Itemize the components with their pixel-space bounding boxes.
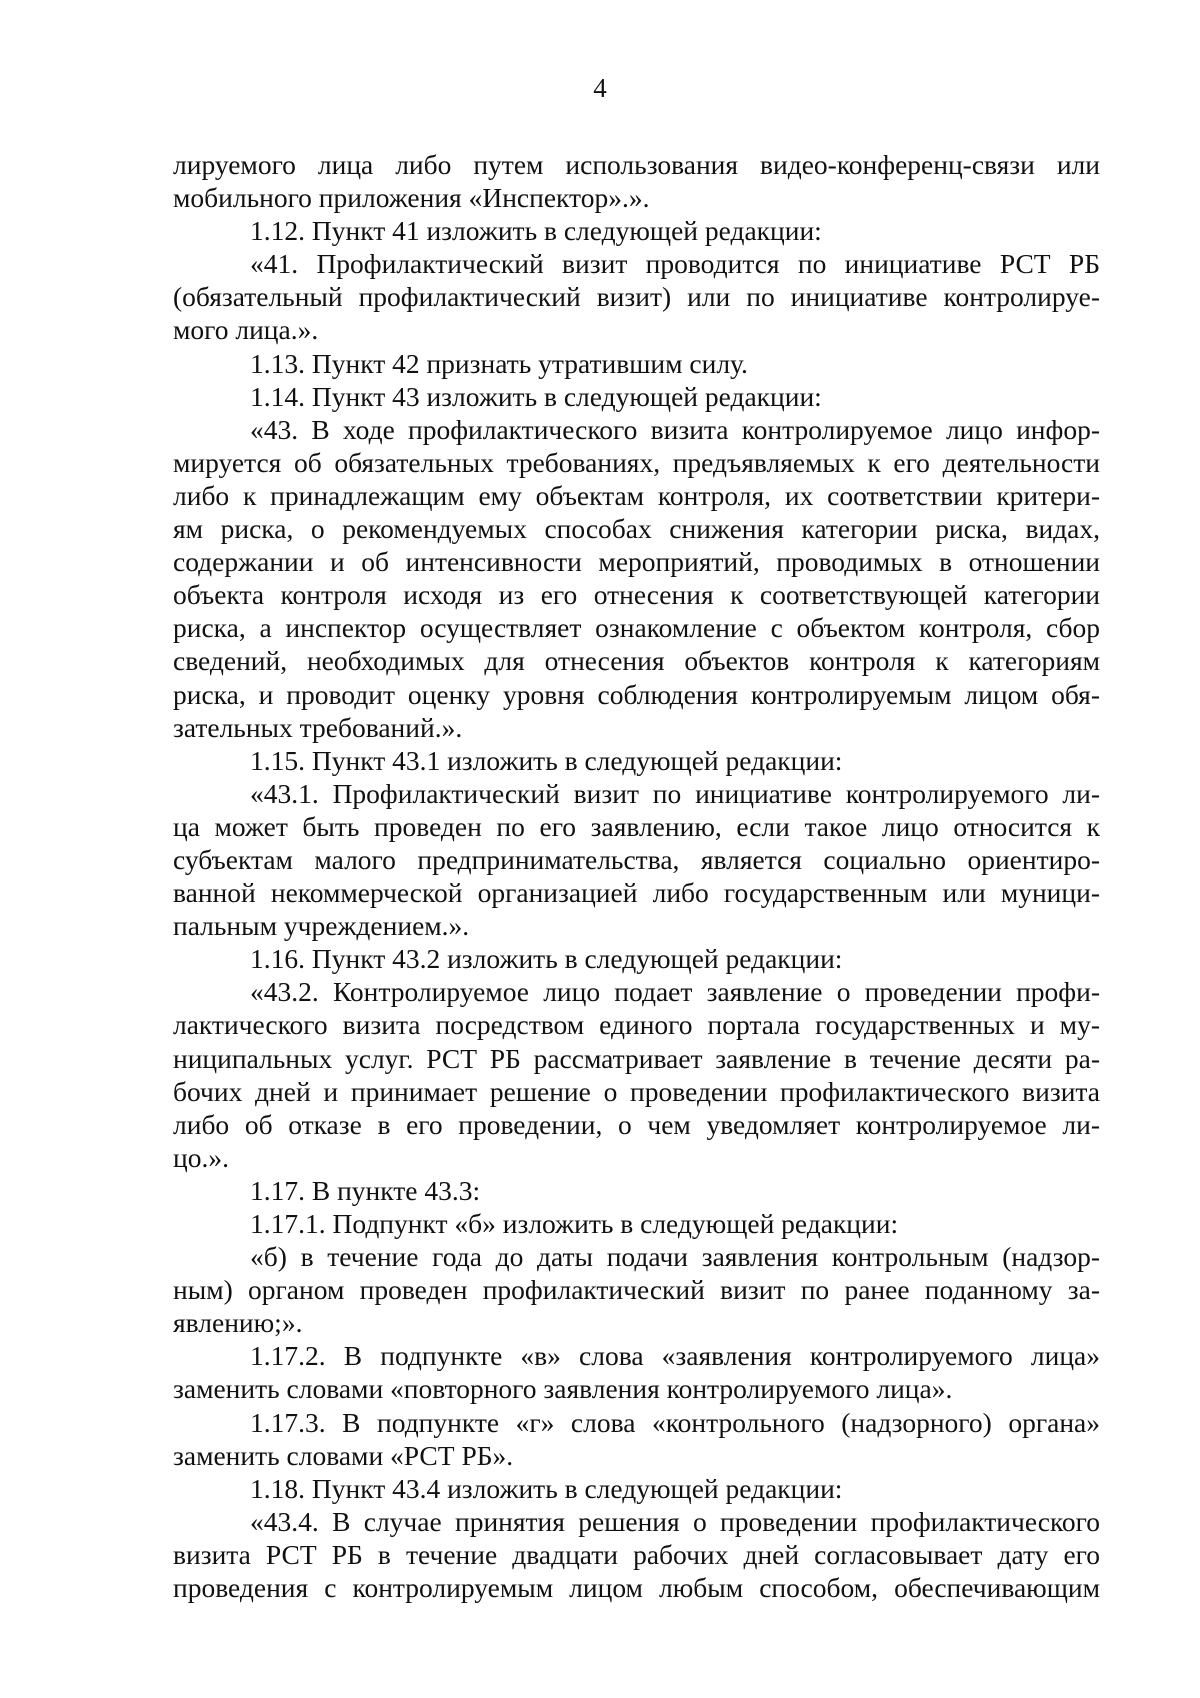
text-line: 1.17.2. В подпункте «в» слова «заявления контролируемого лица» [250,1340,1100,1372]
text-line: визита РСТ РБ в течение двадцати рабочих дней согласовывает дату его [173,1538,1100,1570]
text-line: ным) органом проведен профилактический визит по ранее поданному за- [173,1274,1100,1306]
text-line: мируется об обязательных требованиях, предъявляемых к его деятельности [173,446,1100,478]
text-line: пальным учреждением.». [173,910,470,942]
text-line: лируемого лица либо путем использования видео-конференц-связи или [173,149,1100,180]
text-line: цо.». [173,1141,229,1173]
text-line: мобильного приложения «Инспектор».». [173,182,650,214]
text-line: проведения с контролируемым лицом любым способом, обеспечивающим [173,1572,1100,1604]
text-line: содержании и об интенсивности мероприятий, проводимых в отношении [173,546,1100,578]
text-line: «43.1. Профилактический визит по инициативе контролируемого ли- [250,777,1100,809]
text-line: риска, а инспектор осуществляет ознакомление с объектом контроля, сбор [173,612,1100,644]
text-line: (обязательный профилактический визит) или по инициативе контролируе- [173,281,1100,313]
text-line: заменить словами «повторного заявления контролируемого лица». [173,1373,953,1405]
text-line: либо к принадлежащим ему объектам контроля, их соответствии критери- [173,479,1100,511]
text-line: «43. В ходе профилактического визита контролируемое лицо инфор- [250,413,1100,445]
document-body [173,148,1100,1604]
text-line: 1.17. В пункте 43.3: [250,1174,481,1206]
text-line: явлению;». [173,1307,303,1339]
text-line: 1.16. Пункт 43.2 изложить в следующей редакции: [250,943,843,975]
text-line: ниципальных услуг. РСТ РБ рассматривает заявление в течение десяти ра- [173,1042,1100,1074]
text-line: 1.17.1. Подпункт «б» изложить в следующей редакции: [250,1208,899,1239]
text-line: «41. Профилактический визит проводится по инициативе РСТ РБ [250,248,1100,280]
text-line: объекта контроля исходя из его отнесения к соответствующей категории [173,579,1100,611]
text-line: зательных требований.». [173,711,463,743]
text-line: ванной некоммерческой организацией либо государственным или муници- [173,877,1100,909]
text-line: риска, и проводит оценку уровня соблюдения контролируемым лицом обя- [173,678,1100,710]
text-line: субъектам малого предпринимательства, является социально ориентиро- [173,843,1100,875]
text-line: ца может быть проведен по его заявлению, если такое лицо относится к [173,810,1100,842]
text-line: 1.18. Пункт 43.4 изложить в следующей редакции: [250,1472,843,1504]
text-line: 1.12. Пункт 41 изложить в следующей редакции: [250,215,822,247]
text-line: 1.15. Пункт 43.1 изложить в следующей редакции: [250,744,843,776]
page-number: 4 [593,73,607,103]
text-line: бочих дней и принимает решение о проведении профилактического визита [173,1075,1100,1107]
text-line: заменить словами «РСТ РБ». [173,1439,514,1471]
text-line: ям риска, о рекомендуемых способах снижения категории риска, видах, [173,513,1100,545]
text-line: либо об отказе в его проведении, о чем уведомляет контролируемое ли- [173,1108,1100,1140]
text-line: «43.2. Контролируемое лицо подает заявление о проведении профи- [250,976,1100,1008]
text-line: сведений, необходимых для отнесения объектов контроля к категориям [173,645,1100,677]
text-line: лактического визита посредством единого портала государственных и му- [173,1009,1100,1041]
text-line: мого лица.». [173,314,319,346]
text-line: 1.13. Пункт 42 признать утратившим силу. [250,347,748,379]
text-line: 1.14. Пункт 43 изложить в следующей редакции: [250,380,822,412]
text-line: 1.17.3. В подпункте «г» слова «контрольного (надзорного) органа» [250,1406,1100,1438]
text-line: «43.4. В случае принятия решения о проведении профилактического [250,1505,1100,1537]
text-line: «б) в течение года до даты подачи заявления контрольным (надзор- [250,1241,1100,1273]
